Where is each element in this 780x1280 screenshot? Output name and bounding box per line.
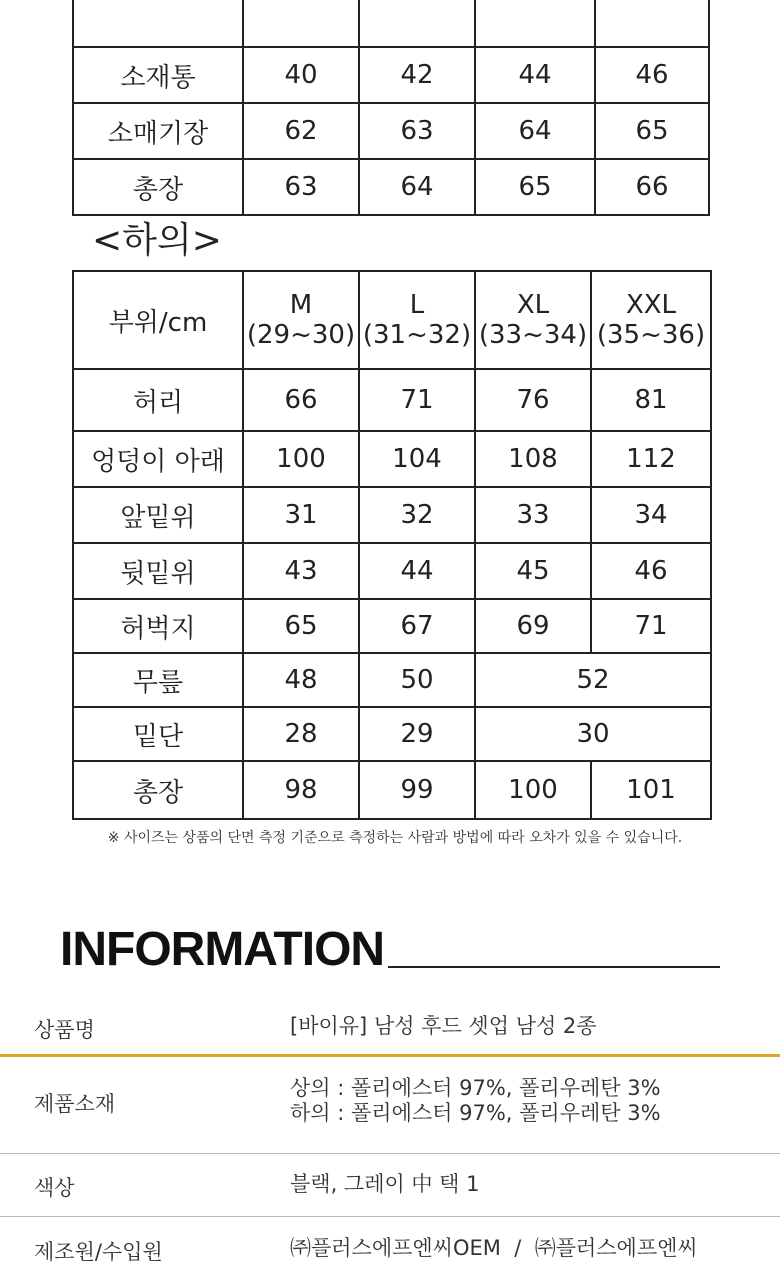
table-cell: 33 bbox=[475, 487, 591, 543]
accent-divider bbox=[0, 1054, 780, 1057]
table-cell: 34 bbox=[591, 487, 711, 543]
table-cell: 71 bbox=[591, 599, 711, 653]
top-size-table bbox=[72, 0, 710, 216]
size-range: (35~36) bbox=[596, 320, 706, 350]
table-row bbox=[73, 159, 709, 215]
info-value: 블랙, 그레이 中 택 1 bbox=[290, 1172, 480, 1196]
size-header-l bbox=[359, 271, 475, 369]
table-row bbox=[73, 761, 711, 819]
table-cell: 29 bbox=[359, 707, 475, 761]
table-cell: 40 bbox=[243, 47, 359, 103]
table-cell: 44 bbox=[475, 47, 595, 103]
row-label: 허리 bbox=[73, 369, 243, 431]
size-range: (31~32) bbox=[362, 320, 472, 350]
info-value: 상의 : 폴리에스터 97%, 폴리우레탄 3% bbox=[290, 1076, 661, 1100]
table-cell: 101 bbox=[591, 761, 711, 819]
table-cell: 50 bbox=[359, 653, 475, 707]
table-row bbox=[73, 707, 711, 761]
row-label: 앞밑위 bbox=[73, 487, 243, 543]
table-cell: 104 bbox=[359, 431, 475, 487]
header-row bbox=[73, 271, 711, 369]
row-label: 총장 bbox=[73, 761, 243, 819]
table-cell: 65 bbox=[595, 103, 709, 159]
row-label: 총장 bbox=[73, 159, 243, 215]
table-cell: 62 bbox=[243, 103, 359, 159]
table-cell: 71 bbox=[359, 369, 475, 431]
table-row bbox=[73, 0, 709, 47]
table-cell: 64 bbox=[475, 103, 595, 159]
table-row bbox=[73, 487, 711, 543]
table-cell: 63 bbox=[359, 103, 475, 159]
divider bbox=[0, 1216, 780, 1217]
table-cell: 43 bbox=[243, 543, 359, 599]
info-label: 색상 bbox=[34, 1176, 75, 1200]
table-cell: 99 bbox=[359, 761, 475, 819]
table-cell: 32 bbox=[359, 487, 475, 543]
info-label: 제품소재 bbox=[34, 1092, 116, 1116]
table-cell: 69 bbox=[475, 599, 591, 653]
table-cell: 48 bbox=[243, 653, 359, 707]
size-name: XL bbox=[516, 290, 550, 320]
table-cell: 45 bbox=[475, 543, 591, 599]
info-value: 하의 : 폴리에스터 97%, 폴리우레탄 3% bbox=[290, 1101, 661, 1125]
table-cell: 28 bbox=[243, 707, 359, 761]
table-cell: 100 bbox=[475, 761, 591, 819]
size-name: L bbox=[409, 290, 425, 320]
info-label: 상품명 bbox=[34, 1018, 95, 1042]
table-row bbox=[73, 431, 711, 487]
table-row bbox=[73, 47, 709, 103]
table-cell: 98 bbox=[243, 761, 359, 819]
info-label: 제조원/수입원 bbox=[34, 1240, 163, 1264]
table-cell: 66 bbox=[243, 369, 359, 431]
table-cell: 46 bbox=[591, 543, 711, 599]
table-row bbox=[73, 599, 711, 653]
table-cell-merged: 30 bbox=[475, 707, 711, 761]
divider bbox=[0, 1153, 780, 1154]
table-cell: 66 bbox=[595, 159, 709, 215]
size-note: ※ 사이즈는 상품의 단면 측정 기준으로 측정하는 사람과 방법에 따라 오차가 있을 수 있습니다. bbox=[107, 830, 683, 846]
row-label: 소재통 bbox=[73, 47, 243, 103]
table-cell: 81 bbox=[591, 369, 711, 431]
title-rule bbox=[388, 966, 720, 968]
table-cell: 76 bbox=[475, 369, 591, 431]
row-label: 엉덩이 아래 bbox=[73, 431, 243, 487]
table-cell: 44 bbox=[359, 543, 475, 599]
table-cell: 42 bbox=[359, 47, 475, 103]
bottom-size-table bbox=[72, 270, 712, 820]
table-cell: 64 bbox=[359, 159, 475, 215]
table-cell: 31 bbox=[243, 487, 359, 543]
table-row bbox=[73, 369, 711, 431]
table-cell: 65 bbox=[243, 599, 359, 653]
row-label: 소매기장 bbox=[73, 103, 243, 159]
size-header-xl bbox=[475, 271, 591, 369]
row-label: 밑단 bbox=[73, 707, 243, 761]
table-cell: 46 bbox=[595, 47, 709, 103]
row-label: 허벅지 bbox=[73, 599, 243, 653]
table-cell: 100 bbox=[243, 431, 359, 487]
row-label: 무릎 bbox=[73, 653, 243, 707]
table-row bbox=[73, 653, 711, 707]
header-label: 부위/cm bbox=[73, 271, 243, 369]
table-cell-merged: 52 bbox=[475, 653, 711, 707]
table-cell: 112 bbox=[591, 431, 711, 487]
row-label: 뒷밑위 bbox=[73, 543, 243, 599]
size-header-xxl bbox=[591, 271, 711, 369]
size-header-m bbox=[243, 271, 359, 369]
table-cell: 67 bbox=[359, 599, 475, 653]
table-cell: 108 bbox=[475, 431, 591, 487]
table-row bbox=[73, 543, 711, 599]
table-cell: 63 bbox=[243, 159, 359, 215]
size-name: M bbox=[289, 290, 313, 320]
size-name: XXL bbox=[625, 290, 677, 320]
table-cell: 65 bbox=[475, 159, 595, 215]
information-title: INFORMATION bbox=[60, 923, 385, 976]
info-value: [바이유] 남성 후드 셋업 남성 2종 bbox=[290, 1014, 597, 1038]
table-row bbox=[73, 103, 709, 159]
section-title: <하의> bbox=[92, 220, 222, 261]
size-range: (29~30) bbox=[246, 320, 356, 350]
size-range: (33~34) bbox=[478, 320, 588, 350]
info-value: ㈜플러스에프엔씨OEM / ㈜플러스에프엔씨 bbox=[290, 1236, 698, 1260]
